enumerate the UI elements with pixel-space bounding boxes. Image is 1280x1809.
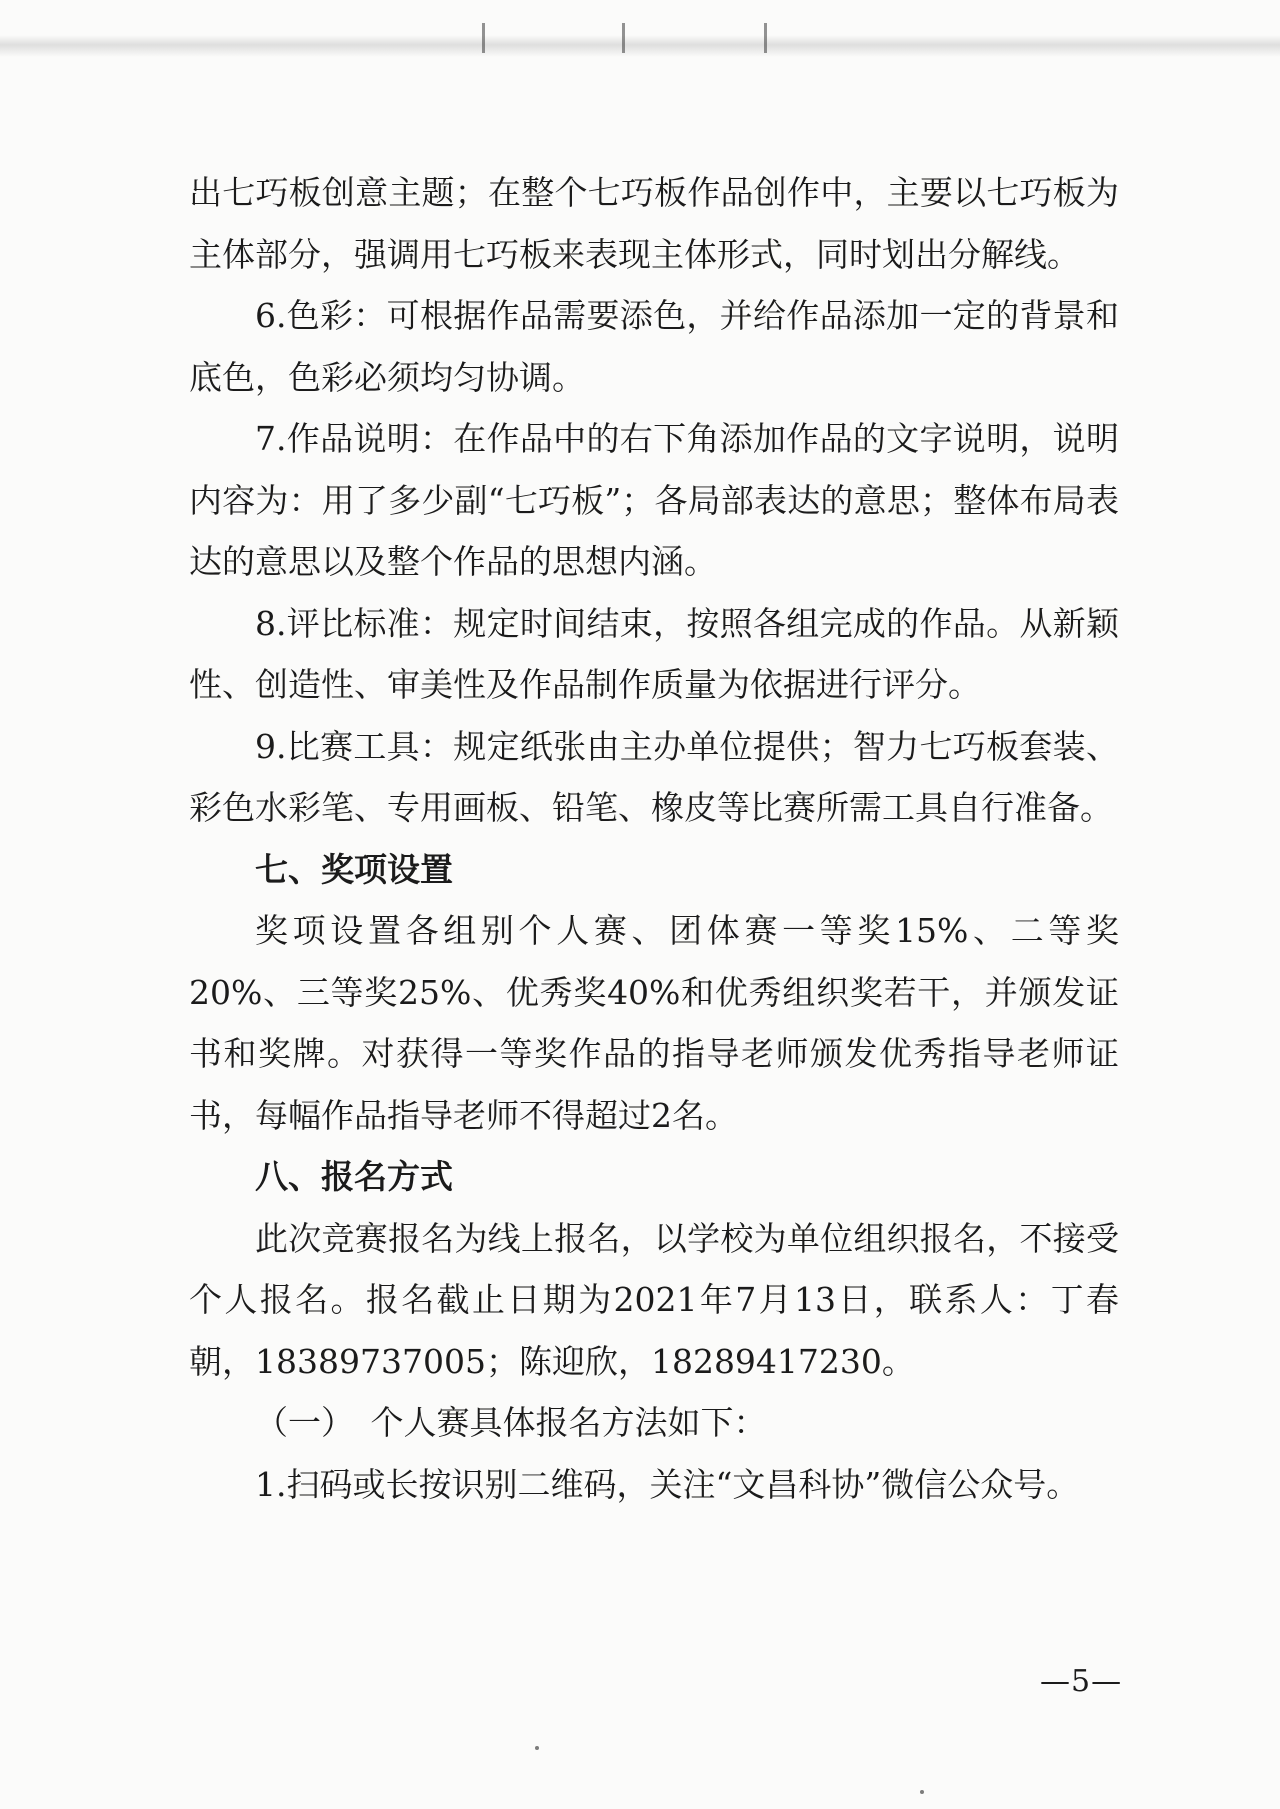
scan-mark bbox=[622, 23, 625, 53]
paragraph-criteria: 8.评比标准：规定时间结束，按照各组完成的作品。从新颖性、创造性、审美性及作品制作质量为依据进行评分。 bbox=[189, 603, 1119, 704]
scan-speck bbox=[920, 1790, 924, 1794]
paragraph-tools: 9.比赛工具：规定纸张由主办单位提供；智力七巧板套装、彩色水彩笔、专用画板、铅笔、橡皮等比赛所需工具自行准备。 bbox=[189, 726, 1119, 827]
paragraph-individual-method: （一） 个人赛具体报名方法如下： bbox=[255, 1403, 767, 1442]
paragraph-color: 6.色彩：可根据作品需要添色，并给作品添加一定的背景和底色，色彩必须均匀协调。 bbox=[189, 296, 1119, 397]
scan-artifact bbox=[0, 35, 1280, 57]
scan-mark bbox=[764, 23, 767, 53]
scan-mark bbox=[482, 23, 485, 53]
document-body bbox=[189, 162, 1119, 1515]
section-heading-awards: 七、奖项设置 bbox=[255, 849, 453, 889]
paragraph-description: 7.作品说明：在作品中的右下角添加作品的文字说明，说明内容为：用了多少副“七巧板”；各局部表达的意思；整体布局表达的意思以及整个作品的思想内涵。 bbox=[189, 419, 1119, 581]
paragraph-continuation: 出七巧板创意主题；在整个七巧板作品创作中，主要以七巧板为主体部分，强调用七巧板来表现主体形式，同时划出分解线。 bbox=[189, 173, 1119, 274]
section-heading-registration: 八、报名方式 bbox=[255, 1157, 453, 1196]
paragraph-awards: 奖项设置各组别个人赛、团体赛一等奖15%、二等奖20%、三等奖25%、优秀奖40%和优秀组织奖若干，并颁发证书和奖牌。对获得一等奖作品的指导老师颁发优秀指导老师证书，每幅作品指导老师不得超过2名。 bbox=[189, 911, 1119, 1135]
scan-speck bbox=[535, 1746, 539, 1750]
paragraph-registration: 此次竞赛报名为线上报名，以学校为单位组织报名，不接受个人报名。报名截止日期为2021年7月13日，联系人：丁春朝，18389737005；陈迎欣，18289417230。 bbox=[189, 1218, 1119, 1381]
paragraph-step-1: 1.扫码或长按识别二维码，关注“文昌科协”微信公众号。 bbox=[255, 1464, 1080, 1504]
page-number: —5— bbox=[1040, 1664, 1123, 1699]
